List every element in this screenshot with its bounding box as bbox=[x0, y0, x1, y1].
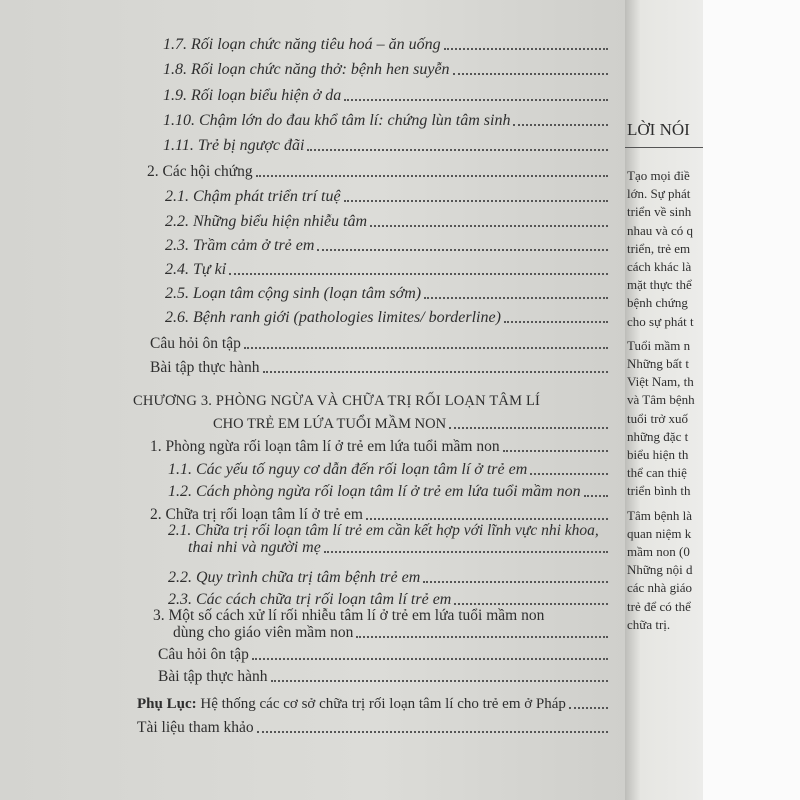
toc-entry-label: 1.11. Trẻ bị ngược đãi bbox=[163, 137, 305, 154]
leader-dots bbox=[513, 124, 608, 126]
body-text-line: Tâm bệnh là bbox=[627, 507, 692, 523]
body-text-line: và Tâm bệnh bbox=[627, 392, 695, 408]
toc-entry-label: 2. Các hội chứng bbox=[147, 163, 253, 180]
toc-entry[interactable] bbox=[163, 112, 608, 130]
right-page bbox=[625, 0, 703, 800]
leader-dots bbox=[366, 518, 608, 520]
body-text-line: trẻ để có thể bbox=[627, 598, 691, 614]
toc-entry[interactable] bbox=[150, 335, 608, 353]
leader-dots bbox=[504, 321, 608, 323]
body-text-line: Tuổi mầm n bbox=[627, 337, 691, 353]
leader-dots bbox=[256, 175, 608, 177]
toc-entry-label: 1.2. Cách phòng ngừa rối loạn tâm lí ở trẻ em lứa tuổi mầm non bbox=[168, 483, 581, 500]
right-page-heading: LỜI NÓI bbox=[627, 120, 690, 139]
leader-dots bbox=[424, 297, 608, 299]
body-text-line: Việt Nam, th bbox=[627, 374, 694, 390]
toc-entry-label: 2.5. Loạn tâm cộng sinh (loạn tâm sớm) bbox=[165, 285, 422, 302]
toc-entry[interactable] bbox=[173, 624, 608, 642]
leader-dots bbox=[344, 99, 608, 101]
toc-entry-label: 2.1. Chậm phát triển trí tuệ bbox=[165, 188, 341, 205]
toc-entry[interactable] bbox=[168, 483, 608, 501]
toc-entry-label: Câu hỏi ôn tập bbox=[158, 646, 249, 663]
toc-entry-label: 1. Phòng ngừa rối loạn tâm lí ở trẻ em lứa tuổi mầm non bbox=[150, 438, 500, 455]
leader-dots bbox=[423, 581, 608, 583]
leader-dots bbox=[453, 73, 608, 75]
body-text-line: cho sự phát t bbox=[627, 313, 694, 329]
toc-entry-label: 1.9. Rối loạn biểu hiện ở da bbox=[163, 87, 342, 104]
leader-dots bbox=[271, 680, 608, 682]
toc-entry[interactable] bbox=[150, 438, 608, 456]
toc-entry-label: Bài tập thực hành bbox=[150, 359, 260, 376]
toc-entry[interactable] bbox=[165, 309, 608, 327]
chapter-3-title-line2: CHO TRẺ EM LỨA TUỔI MẦM NON bbox=[213, 415, 608, 433]
toc-entry[interactable] bbox=[158, 646, 608, 664]
leader-dots bbox=[244, 347, 608, 349]
toc-entry[interactable] bbox=[150, 359, 608, 377]
body-text-line: bệnh chứng bbox=[627, 295, 688, 311]
toc-entry[interactable] bbox=[165, 188, 608, 206]
toc-entry[interactable] bbox=[158, 668, 608, 686]
body-text-line: chữa trị. bbox=[627, 616, 671, 632]
toc-entry[interactable] bbox=[163, 61, 608, 79]
toc-entry[interactable] bbox=[165, 285, 608, 303]
toc-entry-label: Câu hỏi ôn tập bbox=[150, 335, 241, 352]
body-text-line: tuổi trở xuố bbox=[627, 410, 689, 426]
toc-entry-label: 2.6. Bệnh ranh giới (pathologies limites/ borderline) bbox=[165, 309, 501, 326]
heading-rule bbox=[625, 147, 703, 148]
toc-entry[interactable] bbox=[165, 213, 608, 231]
toc-entry-label: 2.4. Tự kỉ bbox=[165, 261, 227, 278]
leader-dots bbox=[307, 149, 608, 151]
toc-entry-label: 2.3. Trầm cảm ở trẻ em bbox=[165, 237, 315, 254]
toc-entry-label: 2.2. Quy trình chữa trị tâm bệnh trẻ em bbox=[168, 569, 421, 586]
body-text-line: Những bất t bbox=[627, 356, 689, 371]
toc-entry-label: 1.7. Rối loạn chức năng tiêu hoá – ăn uống bbox=[163, 36, 441, 53]
toc-entry-label: 1.8. Rối loạn chức năng thở: bệnh hen suyễn bbox=[163, 61, 450, 78]
toc-entry[interactable] bbox=[163, 36, 608, 54]
leader-dots bbox=[229, 273, 608, 275]
toc-entry-continuation: thai nhi và người mẹ bbox=[188, 539, 321, 556]
body-text-line: Tạo mọi điề bbox=[627, 168, 690, 183]
leader-dots bbox=[444, 48, 608, 50]
leader-dots bbox=[356, 636, 608, 638]
toc-entry-label: 2.2. Những biểu hiện nhiễu tâm bbox=[165, 213, 368, 230]
body-text-line: thể can thiệ bbox=[627, 465, 687, 481]
body-text-line: nhau và có q bbox=[627, 222, 694, 238]
toc-entry[interactable] bbox=[165, 261, 608, 279]
leader-dots bbox=[503, 450, 608, 452]
body-text-line: những đặc t bbox=[627, 428, 689, 444]
leader-dots bbox=[344, 200, 608, 202]
toc-entry[interactable] bbox=[147, 163, 608, 181]
body-text-line: triển về sinh bbox=[627, 204, 692, 220]
toc-entry-label: 3. Một số cách xử lí rối nhiễu tâm lí ở trẻ em lứa tuổi mầm non bbox=[153, 607, 545, 624]
body-text-line: biểu hiện th bbox=[627, 447, 689, 462]
toc-entry-continuation: dùng cho giáo viên mầm non bbox=[173, 624, 354, 641]
toc-entry-label: Bài tập thực hành bbox=[158, 668, 268, 685]
leader-dots bbox=[324, 551, 608, 553]
toc-entry-label: 2.1. Chữa trị rối loạn tâm lí trẻ em cần kết hợp với lĩnh vực nhi khoa, bbox=[168, 522, 599, 539]
body-text-line: cách khác là bbox=[627, 259, 692, 274]
chapter-3-title-line1: CHƯƠNG 3. PHÒNG NGỪA VÀ CHỮA TRỊ RỐI LOẠN TÂM LÍ bbox=[133, 393, 541, 409]
body-text-line: triển bình th bbox=[627, 483, 691, 499]
body-text-line: mầm non (0 bbox=[627, 544, 690, 559]
body-text-line: quan niệm k bbox=[627, 525, 692, 541]
leader-dots bbox=[454, 603, 608, 605]
leader-dots bbox=[317, 249, 608, 251]
toc-entry[interactable] bbox=[168, 569, 608, 587]
toc-entry-label: 2.3. Các cách chữa trị rối loạn tâm lí trẻ em bbox=[168, 591, 452, 608]
leader-dots bbox=[263, 371, 608, 373]
leader-dots bbox=[530, 473, 608, 475]
body-text-line: mặt thực thể bbox=[627, 277, 692, 293]
toc-entry-label: 1.1. Các yếu tố nguy cơ dẫn đến rối loạn tâm lí ở trẻ em bbox=[168, 461, 528, 478]
toc-references[interactable]: Tài liệu tham khảo bbox=[137, 719, 608, 737]
leader-dots bbox=[584, 495, 608, 497]
toc-entry[interactable] bbox=[163, 87, 608, 105]
leader-dots bbox=[370, 225, 608, 227]
toc-entry[interactable] bbox=[163, 137, 608, 155]
toc-entry[interactable] bbox=[165, 237, 608, 255]
body-text-line: lớn. Sự phát bbox=[627, 186, 691, 202]
body-text-line: Những nội d bbox=[627, 562, 693, 578]
body-text-line: các nhà giáo bbox=[627, 580, 692, 596]
toc-entry-label: 2. Chữa trị rối loạn tâm lí ở trẻ em bbox=[150, 506, 363, 523]
toc-appendix[interactable]: Phụ Lục: Hệ thống các cơ sở chữa trị rối loạn tâm lí cho trẻ em ở Pháp bbox=[137, 695, 608, 713]
toc-entry[interactable] bbox=[168, 461, 608, 479]
body-text-line: triển, trẻ em bbox=[627, 240, 691, 256]
toc-entry[interactable] bbox=[188, 539, 608, 557]
toc-entry-label: 1.10. Chậm lớn do đau khổ tâm lí: chứng lùn tâm sinh bbox=[163, 112, 511, 129]
leader-dots bbox=[252, 658, 608, 660]
